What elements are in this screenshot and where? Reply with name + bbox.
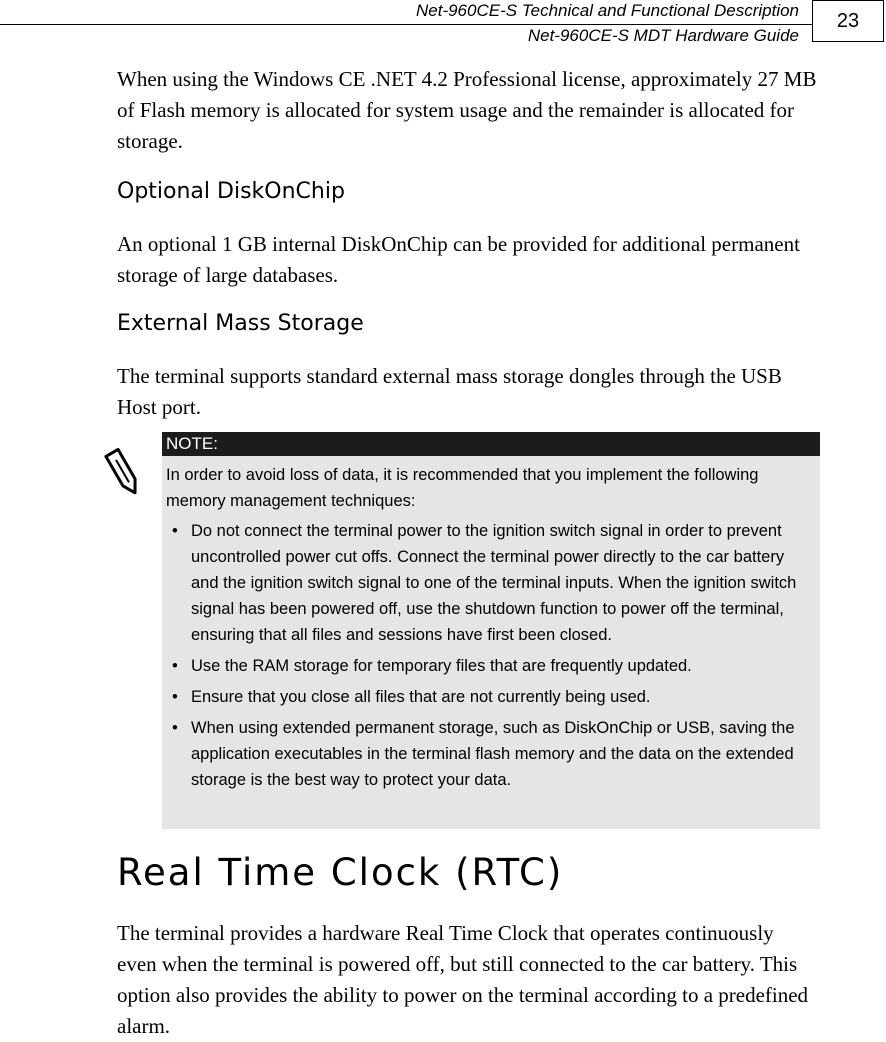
list-item [166, 715, 812, 793]
bullet-icon: • [172, 657, 178, 675]
intro-paragraph: When using the Windows CE .NET 4.2 Professional license, approximately 27 MB of Flash memory is allocated for system usage and the remainder is allocated for storage. [117, 67, 817, 153]
list-item-text: Do not connect the terminal power to the ignition switch signal in order to prevent uncontrolled power cut offs. Connect the terminal power directly to the car battery and the ignition switch signal to one of the terminal inputs. When the ignition switch signal has been powered off, use the shutdown function to power off the terminal, ensuring that all files and sessions have first been closed. [191, 522, 797, 644]
list-item-text: Ensure that you close all files that are not currently being used. [191, 688, 651, 706]
section-body-diskonchip: An optional 1 GB internal DiskOnChip can be provided for additional permanent storage of large databases. [117, 232, 800, 287]
header-subtitle: Net-960CE-S MDT Hardware Guide [527, 26, 799, 45]
pencil-note-icon [100, 444, 146, 500]
bullet-icon: • [172, 719, 178, 737]
list-item-text: Use the RAM storage for temporary files that are frequently updated. [191, 657, 692, 675]
bullet-icon: • [172, 688, 178, 706]
note-header: NOTE: [162, 432, 820, 456]
list-item [166, 518, 812, 648]
bullet-icon: • [172, 522, 178, 540]
list-item [166, 653, 812, 679]
section-heading-diskonchip: Optional DiskOnChip [117, 179, 345, 204]
note-list [166, 518, 812, 793]
section-heading-external-storage: External Mass Storage [117, 311, 364, 336]
rtc-heading: Real Time Clock (RTC) [117, 851, 564, 894]
note-body [162, 456, 820, 829]
rtc-body: The terminal provides a hardware Real Time Clock that operates continuously even when the terminal is powered off, but still connected to the car battery. This option also provides the ability to power on the terminal according to a predefined alarm. [117, 921, 809, 1038]
note-intro: In order to avoid loss of data, it is recommended that you implement the following memory management techniques: [166, 466, 759, 510]
list-item [166, 684, 812, 710]
header-divider [0, 24, 813, 25]
page-number: 23 [812, 0, 884, 42]
section-body-external-storage: The terminal supports standard external mass storage dongles through the USB Host port. [117, 364, 782, 419]
header-title: Net-960CE-S Technical and Functional Description [415, 1, 799, 20]
list-item-text: When using extended permanent storage, such as DiskOnChip or USB, saving the application executables in the terminal flash memory and the data on the extended storage is the best way to protect your data. [191, 719, 795, 789]
